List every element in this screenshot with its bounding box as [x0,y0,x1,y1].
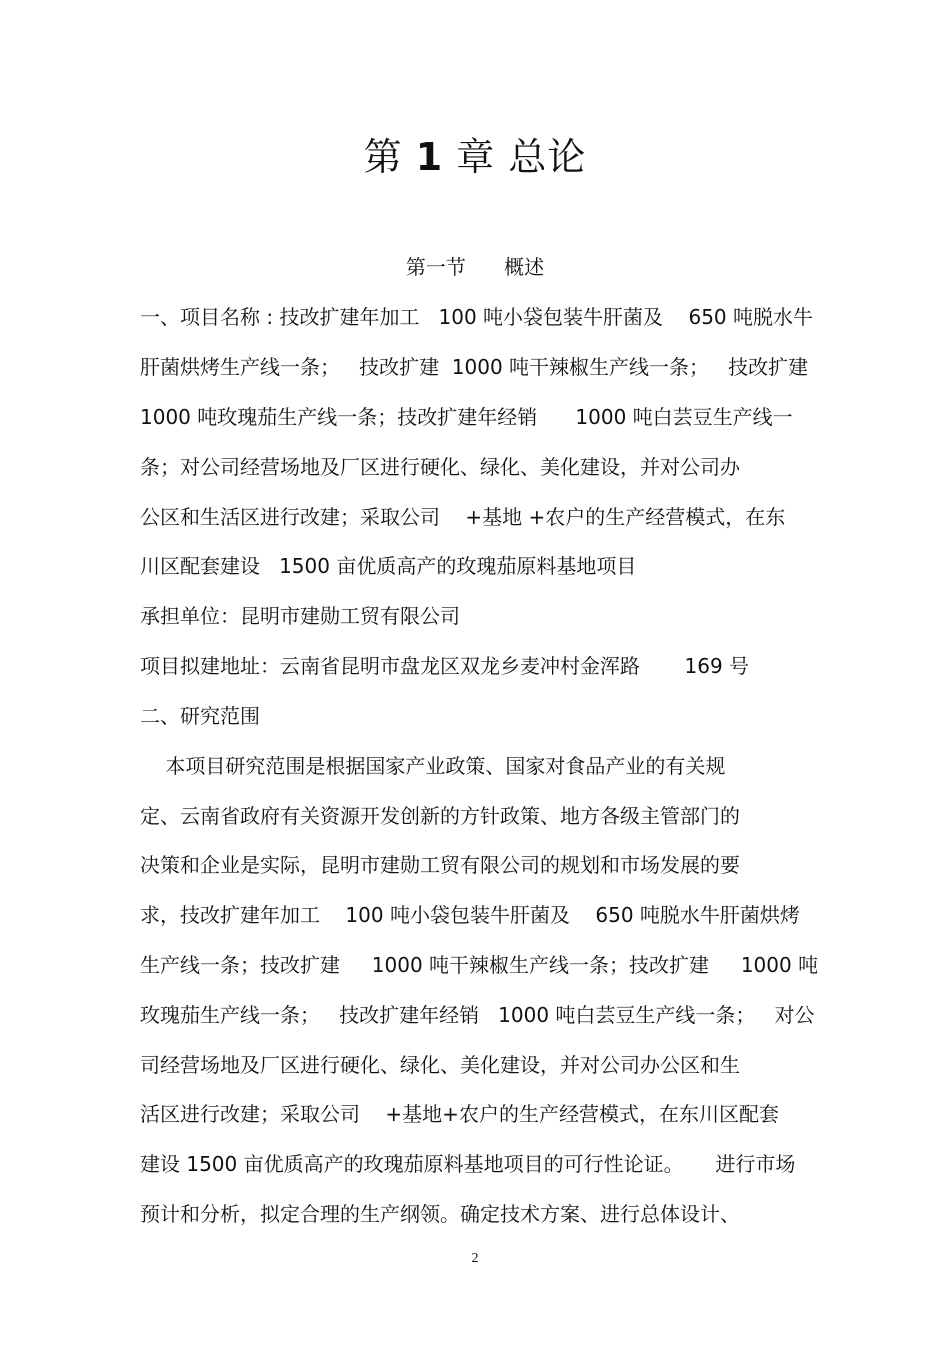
text-line: 活区进行改建；采取公司 +基地+农户的生产经营模式，在东川区配套 [140,1102,779,1126]
chapter-suffix: 章 总论 [443,135,587,179]
text-line: 本项目研究范围是根据国家产业政策、国家对食品产业的有关规 [140,754,726,778]
text-line: 肝菌烘烤生产线一条； 技改扩建 1000 吨干辣椒生产线一条； 技改扩建 [140,355,809,379]
text-line: 预计和分析，拟定合理的生产纲领。确定技术方案、进行总体设计、 [140,1202,740,1226]
text-line: 公区和生活区进行改建；采取公司 +基地 +农户的生产经营模式，在东 [140,505,786,529]
text-line: 建设 1500 亩优质高产的玫瑰茄原料基地项目的可行性论证。 进行市场 [140,1152,796,1176]
text-line: 二、研究范围 [140,704,260,728]
chapter-title [0,134,950,180]
text-line: 承担单位：昆明市建勋工贸有限公司 [140,604,460,628]
text-line: 1000 吨玫瑰茄生产线一条；技改扩建年经销 1000 吨白芸豆生产线一 [140,405,793,429]
chapter-prefix: 第 [363,135,416,179]
text-line: 生产线一条；技改扩建 1000 吨干辣椒生产线一条；技改扩建 1000 吨 [140,953,819,977]
text-line: 项目拟建地址：云南省昆明市盘龙区双龙乡麦冲村金浑路 169 号 [140,654,750,678]
text-line: 决策和企业是实际，昆明市建勋工贸有限公司的规划和市场发展的要 [140,853,740,877]
text-line: 川区配套建设 1500 亩优质高产的玫瑰茄原料基地项目 [140,554,637,578]
page-number: 2 [471,1251,479,1266]
text-line: 一、项目名称 : 技改扩建年加工 100 吨小袋包装牛肝菌及 650 吨脱水牛 [140,305,814,329]
chapter-number: 1 [415,135,444,179]
text-line: 求，技改扩建年加工 100 吨小袋包装牛肝菌及 650 吨脱水牛肝菌烘烤 [140,903,800,927]
text-line: 司经营场地及厂区进行硬化、绿化、美化建设，并对公司办公区和生 [140,1053,740,1077]
text-line: 玫瑰茄生产线一条； 技改扩建年经销 1000 吨白芸豆生产线一条； 对公 [140,1003,815,1027]
text-line: 条；对公司经营场地及厂区进行硬化、绿化、美化建设，并对公司办 [140,455,740,479]
section-title: 第一节 概述 [405,255,545,279]
text-line: 定、云南省政府有关资源开发创新的方针政策、地方各级主管部门的 [140,804,740,828]
